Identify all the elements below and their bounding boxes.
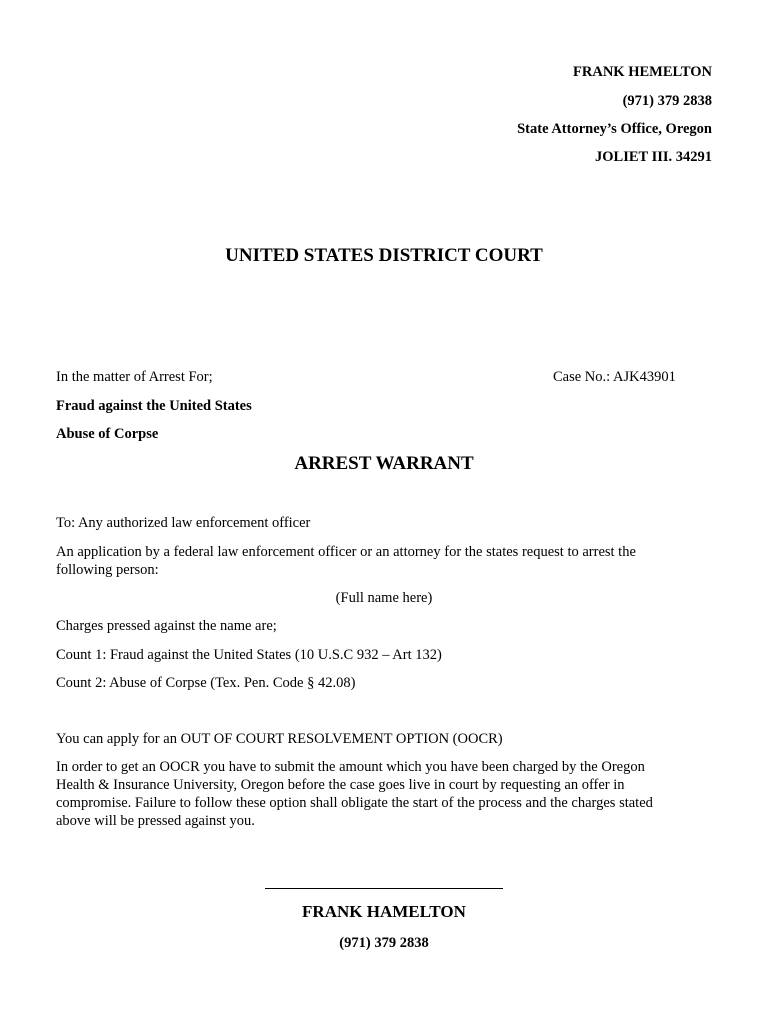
count-1: Count 1: Fraud against the United States (10 U.S.C 932 – Art 132) — [56, 647, 442, 663]
signature-phone: (971) 379 2838 — [339, 935, 429, 951]
full-name-placeholder: (Full name here) — [335, 590, 433, 606]
court-title: UNITED STATES DISTRICT COURT — [225, 245, 543, 266]
application-paragraph: An application by a federal law enforcement officer or an attorney for the states request to arrest the following person: — [56, 544, 636, 578]
sender-phone: (971) 379 2838 — [622, 93, 712, 109]
signature-name: FRANK HAMELTON — [302, 902, 466, 921]
matter-charge-1: Fraud against the United States — [56, 398, 252, 414]
sender-name: FRANK HEMELTON — [573, 64, 712, 80]
to-line: To: Any authorized law enforcement officer — [56, 515, 311, 531]
oocr-paragraph: In order to get an OOCR you have to submit the amount which you have been charged by the Oregon Health & Insurance University, Oregon before the case goes live in court by requesting an offer in compromise. Failure to follow these option shall obligate the start of the process and the charges stated above will be pressed against you. — [56, 759, 653, 829]
sender-address: JOLIET III. 34291 — [595, 149, 712, 165]
matter-intro: In the matter of Arrest For; — [56, 369, 213, 385]
signature-line — [265, 888, 503, 889]
warrant-title: ARREST WARRANT — [294, 453, 474, 474]
sender-office: State Attorney’s Office, Oregon — [517, 121, 712, 137]
charges-intro: Charges pressed against the name are; — [56, 618, 277, 634]
case-number: Case No.: AJK43901 — [553, 369, 676, 385]
oocr-intro: You can apply for an OUT OF COURT RESOLVEMENT OPTION (OOCR) — [56, 731, 503, 747]
count-2: Count 2: Abuse of Corpse (Tex. Pen. Code § 42.08) — [56, 675, 356, 691]
matter-charge-2: Abuse of Corpse — [56, 426, 159, 442]
